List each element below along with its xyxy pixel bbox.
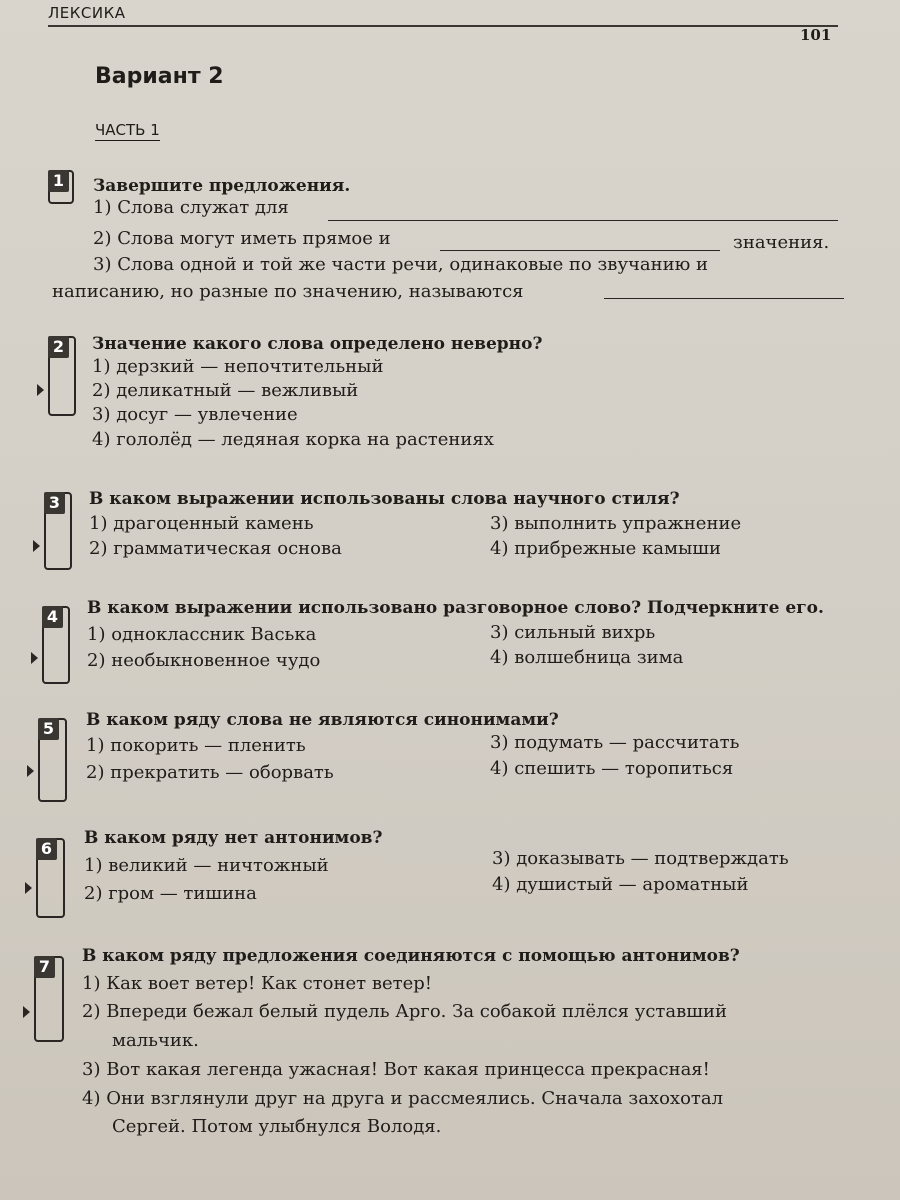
option-3[interactable]: 3) сильный вихрь — [490, 622, 656, 643]
option-4[interactable]: 4) спешить — торопиться — [490, 758, 734, 779]
question-title: В каком выражении использовано разговорное слово? Подчеркните его. — [87, 598, 824, 618]
option-2[interactable]: 2) Впереди бежал белый пудель Арго. За собакой плёлся уставший — [82, 1001, 727, 1022]
option-4[interactable]: 4) прибрежные камыши — [490, 538, 722, 559]
question-number: 2 — [48, 336, 69, 358]
answer-blank-1[interactable] — [328, 220, 838, 221]
question-title: В каком ряду нет антонимов? — [84, 828, 383, 848]
answer-blank-2[interactable] — [440, 250, 720, 251]
header-rule — [48, 25, 838, 27]
question-number: 7 — [34, 956, 55, 978]
page-number: 101 — [800, 26, 832, 44]
answer-blank-3[interactable] — [604, 298, 844, 299]
option-3[interactable]: 3) доказывать — подтверждать — [492, 848, 789, 869]
question-number: 5 — [38, 718, 59, 740]
question-title: Значение какого слова определено неверно? — [92, 334, 543, 354]
option-2[interactable]: 2) необыкновенное чудо — [87, 650, 321, 671]
sentence-3-cont: написанию, но разные по значению, называются — [52, 281, 524, 302]
running-header: ЛЕКСИКА — [48, 4, 126, 22]
question-number-box — [44, 492, 72, 570]
answer-marker-icon — [25, 882, 32, 894]
option-3[interactable]: 3) выполнить упражнение — [490, 513, 742, 534]
answer-marker-icon — [37, 384, 44, 396]
question-number: 3 — [44, 492, 65, 514]
option-3[interactable]: 3) Вот какая легенда ужасная! Вот какая принцесса прекрасная! — [82, 1059, 710, 1080]
sentence-1: 1) Слова служат для — [93, 197, 289, 218]
question-number-box — [48, 336, 76, 416]
question-title: В каком выражении использованы слова научного стиля? — [89, 489, 680, 509]
option-4[interactable]: 4) Они взглянули друг на друга и рассмеялись. Сначала захохотал — [82, 1088, 724, 1109]
option-1[interactable]: 1) одноклассник Васька — [87, 624, 317, 645]
answer-marker-icon — [33, 540, 40, 552]
question-number: 4 — [42, 606, 63, 628]
option-1[interactable]: 1) покорить — пленить — [86, 735, 306, 756]
option-1[interactable]: 1) великий — ничтожный — [84, 855, 329, 876]
question-title: В каком ряду предложения соединяются с помощью антонимов? — [82, 946, 740, 966]
variant-title: Вариант 2 — [95, 64, 224, 89]
option-3[interactable]: 3) досуг — увлечение — [92, 404, 298, 425]
option-2[interactable]: 2) деликатный — вежливый — [92, 380, 359, 401]
question-number: 6 — [36, 838, 57, 860]
sentence-2-tail: значения. — [733, 232, 830, 253]
question-number-box — [36, 838, 65, 918]
question-number-box — [34, 956, 64, 1042]
question-number-box — [38, 718, 67, 802]
option-1[interactable]: 1) Как воет ветер! Как стонет ветер! — [82, 973, 432, 994]
sentence-2: 2) Слова могут иметь прямое и — [93, 228, 391, 249]
option-4[interactable]: 4) волшебница зима — [490, 647, 684, 668]
answer-marker-icon — [27, 765, 34, 777]
option-3[interactable]: 3) подумать — рассчитать — [490, 732, 740, 753]
option-4[interactable]: 4) душистый — ароматный — [492, 874, 749, 895]
option-4[interactable]: 4) гололёд — ледяная корка на растениях — [92, 429, 494, 450]
question-title: Завершите предложения. — [93, 176, 351, 196]
option-4-cont: Сергей. Потом улыбнулся Володя. — [112, 1116, 442, 1137]
option-2[interactable]: 2) прекратить — оборвать — [86, 762, 334, 783]
question-number-box — [48, 170, 74, 204]
answer-marker-icon — [31, 652, 38, 664]
option-1[interactable]: 1) дерзкий — непочтительный — [92, 356, 384, 377]
option-2[interactable]: 2) грамматическая основа — [89, 538, 342, 559]
question-number-box — [42, 606, 70, 684]
question-number: 1 — [48, 170, 69, 192]
answer-marker-icon — [23, 1006, 30, 1018]
sentence-3: 3) Слова одной и той же части речи, одинаковые по звучанию и — [93, 254, 709, 275]
question-title: В каком ряду слова не являются синонимами? — [86, 710, 559, 730]
option-2[interactable]: 2) гром — тишина — [84, 883, 257, 904]
option-2-cont: мальчик. — [112, 1030, 199, 1051]
option-1[interactable]: 1) драгоценный камень — [89, 513, 314, 534]
part-title: ЧАСТЬ 1 — [95, 121, 160, 139]
